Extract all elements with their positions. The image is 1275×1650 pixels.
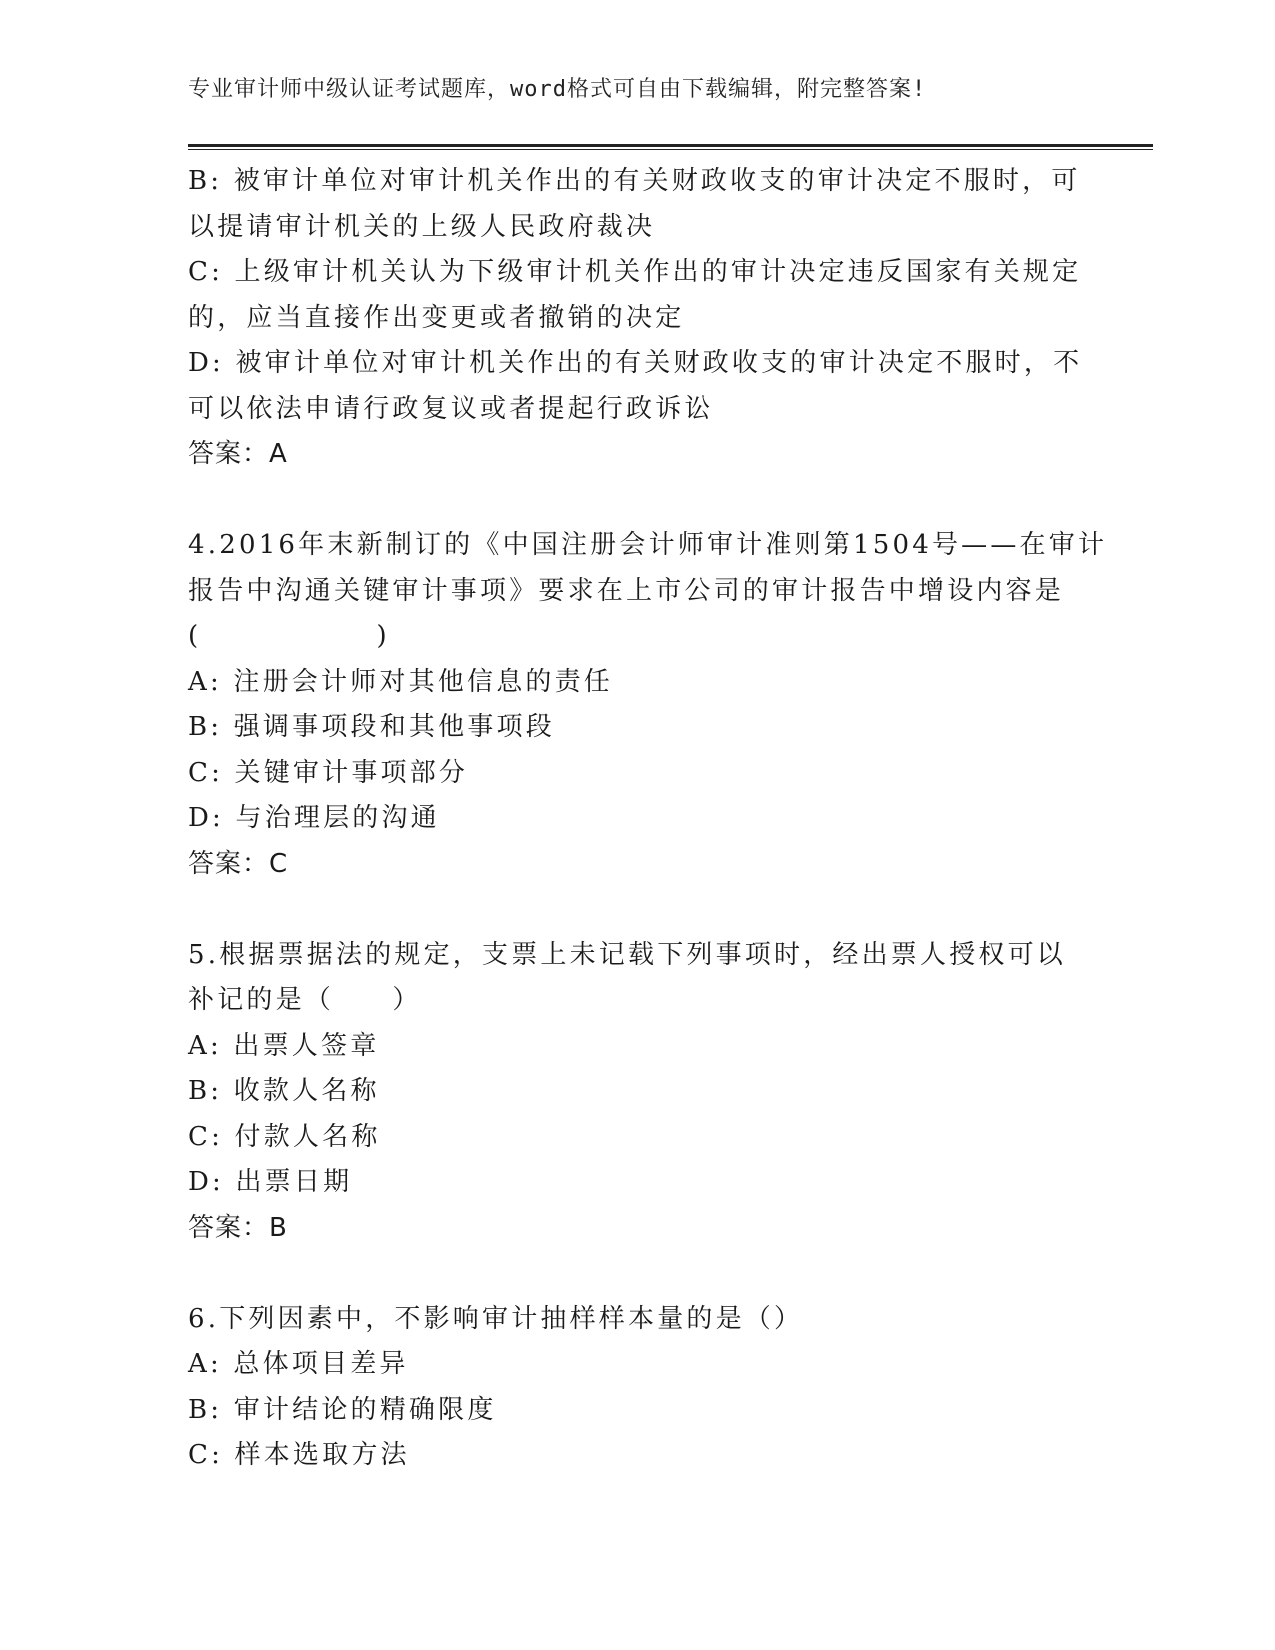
option-a: A: 注册会计师对其他信息的责任 bbox=[188, 666, 614, 697]
spacer bbox=[188, 887, 1088, 933]
spacer bbox=[188, 478, 1088, 524]
question-block-3 bbox=[188, 159, 1088, 478]
question-block-4 bbox=[188, 523, 1108, 887]
question-stem: 6.下列因素中，不影响审计抽样样本量的是（） bbox=[188, 1303, 804, 1334]
option-c: C: 样本选取方法 bbox=[188, 1440, 410, 1470]
option-b: B: 强调事项段和其他事项段 bbox=[188, 712, 555, 742]
option-c: C: 付款人名称 bbox=[188, 1121, 381, 1152]
question-content bbox=[188, 159, 1108, 1479]
question-block-5 bbox=[188, 933, 1088, 1252]
option-b: B: 收款人名称 bbox=[188, 1076, 380, 1106]
option-c: C: 关键审计事项部分 bbox=[188, 757, 469, 788]
answer-line: 答案：C bbox=[188, 848, 289, 879]
option-b: B: 审计结论的精确限度 bbox=[188, 1394, 497, 1425]
option-line: B: 被审计单位对审计机关作出的有关财政收支的审计决定不服时，可 bbox=[188, 166, 1081, 196]
option-d: D: 出票日期 bbox=[188, 1167, 353, 1197]
option-line: C: 上级审计机关认为下级审计机关作出的审计决定违反国家有关规定 bbox=[188, 257, 1082, 287]
question-stem: 补记的是（ ） bbox=[188, 985, 422, 1015]
question-stem: 5.根据票据法的规定，支票上未记载下列事项时，经出票人授权可以 bbox=[188, 939, 1067, 970]
header-rule-thick bbox=[188, 144, 1153, 147]
option-line: 的，应当直接作出变更或者撤销的决定 bbox=[188, 302, 685, 333]
question-blank: ( ) bbox=[188, 621, 390, 651]
option-d: D: 与治理层的沟通 bbox=[188, 803, 440, 833]
question-stem: 4.2016年末新制订的《中国注册会计师审计准则第1504号——在审计 bbox=[188, 530, 1108, 560]
question-block-6 bbox=[188, 1297, 1088, 1479]
option-line: D: 被审计单位对审计机关作出的有关财政收支的审计决定不服时，不 bbox=[188, 348, 1083, 378]
header-rule-thin bbox=[188, 149, 1153, 150]
question-stem: 报告中沟通关键审计事项》要求在上市公司的审计报告中增设内容是 bbox=[188, 575, 1065, 606]
option-a: A: 总体项目差异 bbox=[188, 1349, 409, 1379]
page-header: 专业审计师中级认证考试题库，word格式可自由下载编辑，附完整答案! bbox=[188, 77, 927, 102]
answer-line: 答案：B bbox=[188, 1212, 288, 1243]
answer-line: 答案：A bbox=[188, 439, 288, 469]
option-line: 以提请审计机关的上级人民政府裁决 bbox=[188, 211, 656, 242]
option-line: 可以依法申请行政复议或者提起行政诉讼 bbox=[188, 393, 714, 424]
spacer bbox=[188, 1251, 1088, 1297]
option-a: A: 出票人签章 bbox=[188, 1030, 380, 1061]
